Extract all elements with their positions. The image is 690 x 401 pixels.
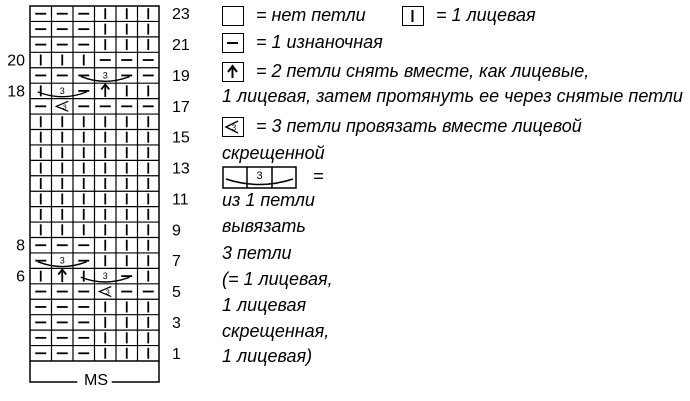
legend-k3tog-tbl-text-1: = 3 петли провязать вместе лицевой — [256, 116, 582, 136]
row-number: 15 — [172, 129, 190, 147]
chart-grid — [30, 6, 159, 382]
legend-increase-eq: = — [313, 166, 324, 186]
legend-double-decrease-text-1: = 2 петли снять вместе, как лицевые, — [256, 61, 590, 81]
row-number: 5 — [172, 284, 181, 302]
row-number: 19 — [172, 67, 190, 85]
svg-text:3: 3 — [256, 170, 263, 182]
legend-purl-text: = 1 изнаночная — [256, 32, 383, 52]
increase-label: 3 — [102, 271, 108, 282]
legend-increase-line-2: вывязать — [222, 216, 306, 236]
k3tog-tbl-digit: 3 — [105, 289, 110, 297]
row-numbers — [7, 6, 190, 363]
row-number: 8 — [16, 237, 25, 255]
row-number: 1 — [172, 345, 181, 363]
row-number: 23 — [172, 6, 190, 24]
legend-k3tog-tbl-text-2: скрещенной — [222, 143, 325, 163]
legend-increase-line-3: 3 петли — [222, 243, 292, 263]
chart-footer-label: MS — [84, 372, 108, 389]
row-number: 20 — [7, 52, 25, 70]
row-number: 6 — [16, 268, 25, 286]
row-number: 13 — [172, 160, 190, 178]
legend-increase-line-6: скрещенная, — [222, 321, 330, 341]
legend-increase-line-7: 1 лицевая) — [222, 346, 313, 366]
increase-label: 3 — [59, 255, 65, 266]
footer-bracket-right — [112, 361, 159, 382]
footer-bracket-left — [30, 361, 77, 382]
row-number: 9 — [172, 222, 181, 240]
svg-text:3: 3 — [231, 123, 237, 133]
knitting-chart — [0, 0, 200, 401]
legend-increase-line-4: (= 1 лицевая, — [222, 269, 333, 289]
legend-knit-text: = 1 лицевая — [436, 5, 536, 25]
legend-double-decrease-text-2: 1 лицевая, затем протянуть ее через снятые петли — [222, 86, 683, 106]
row-number: 3 — [172, 314, 181, 332]
legend-no-stitch-text: = нет петли — [256, 5, 366, 25]
k3tog-tbl-digit: 3 — [62, 104, 67, 112]
row-number: 17 — [172, 98, 190, 116]
legend-increase-symbol — [222, 166, 298, 190]
k3tog-tbl-icon — [223, 118, 242, 135]
legend-purl-symbol — [222, 33, 244, 53]
legend-increase-line-1: из 1 петли — [222, 190, 315, 210]
row-number: 21 — [172, 37, 190, 55]
legend-k3tog-tbl-symbol — [222, 117, 244, 137]
increase-label: 3 — [59, 85, 65, 96]
legend-double-decrease-symbol — [222, 62, 244, 82]
row-number: 18 — [7, 83, 25, 101]
row-number: 7 — [172, 253, 181, 271]
row-number: 11 — [172, 191, 189, 209]
arrow-up-icon — [223, 63, 242, 80]
legend-no-stitch-symbol — [222, 6, 244, 26]
legend-knit-symbol — [402, 6, 424, 26]
increase-label: 3 — [102, 70, 108, 81]
legend-increase-line-5: 1 лицевая — [222, 295, 307, 315]
